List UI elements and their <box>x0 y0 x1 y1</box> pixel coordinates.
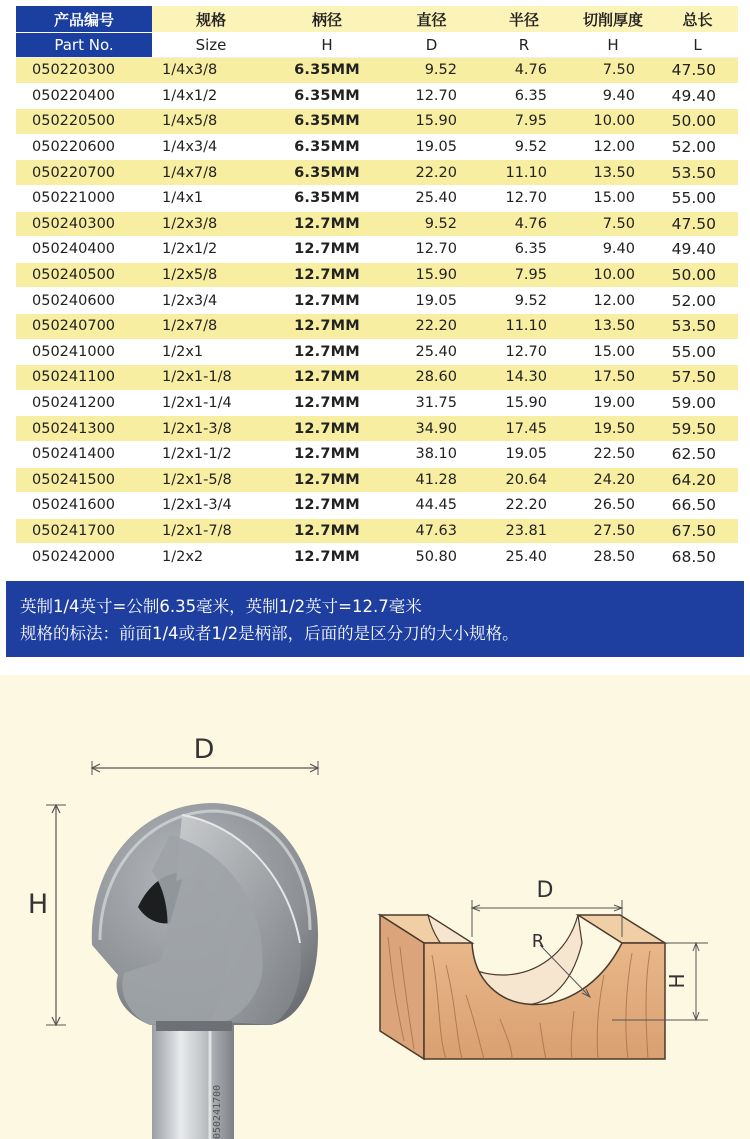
diameter-cell: 15.90 <box>384 109 479 135</box>
part-no-cell: 050220700 <box>16 160 152 186</box>
radius-cell: 25.40 <box>479 544 569 570</box>
header-cut-height-en: H <box>569 33 657 58</box>
radius-cell: 15.90 <box>479 390 569 416</box>
part-no-cell: 050241400 <box>16 441 152 467</box>
part-no-cell: 050240600 <box>16 288 152 314</box>
length-cell: 47.50 <box>657 58 738 84</box>
wood-profile-diagram <box>380 878 708 1059</box>
table-row <box>16 390 738 416</box>
radius-cell: 20.64 <box>479 467 569 493</box>
header-size-cn: 规格 <box>152 6 270 33</box>
table-row <box>16 109 738 135</box>
diameter-cell: 22.20 <box>384 313 479 339</box>
shank-cell: 12.7MM <box>270 493 384 519</box>
part-no-cell: 050241500 <box>16 467 152 493</box>
note-line-1: 英制1/4英寸=公制6.35毫米，英制1/2英寸=12.7毫米 <box>20 597 422 616</box>
radius-cell: 7.95 <box>479 262 569 288</box>
diameter-cell: 15.90 <box>384 262 479 288</box>
shank-cell: 12.7MM <box>270 416 384 442</box>
shank-cell: 12.7MM <box>270 441 384 467</box>
length-cell: 53.50 <box>657 160 738 186</box>
part-no-cell: 050240300 <box>16 211 152 237</box>
size-cell: 1/2x7/8 <box>152 313 270 339</box>
shank-cell: 6.35MM <box>270 58 384 84</box>
bit-dimension-d <box>92 734 318 775</box>
diameter-cell: 50.80 <box>384 544 479 570</box>
profile-label-h: H <box>665 973 689 989</box>
cut-height-cell: 13.50 <box>569 160 657 186</box>
header-cut-height-cn: 切削厚度 <box>569 6 657 33</box>
router-bit-image <box>92 803 318 1139</box>
radius-cell: 22.20 <box>479 493 569 519</box>
bit-label-h: H <box>27 889 49 920</box>
size-cell: 1/2x1-3/4 <box>152 493 270 519</box>
length-cell: 53.50 <box>657 313 738 339</box>
part-no-cell: 050241200 <box>16 390 152 416</box>
size-cell: 1/2x1-7/8 <box>152 518 270 544</box>
table-row <box>16 134 738 160</box>
size-cell: 1/2x3/4 <box>152 288 270 314</box>
length-cell: 55.00 <box>657 339 738 365</box>
part-no-cell: 050220500 <box>16 109 152 135</box>
spec-table <box>16 6 738 570</box>
table-row <box>16 237 738 263</box>
table-row <box>16 518 738 544</box>
table-row <box>16 416 738 442</box>
unit-note <box>6 581 744 657</box>
header-row-cn <box>16 6 738 33</box>
part-no-cell: 050240700 <box>16 313 152 339</box>
part-no-cell: 050240500 <box>16 262 152 288</box>
table-row <box>16 544 738 570</box>
size-cell: 1/4x3/4 <box>152 134 270 160</box>
part-no-cell: 050241600 <box>16 493 152 519</box>
part-no-cell: 050242000 <box>16 544 152 570</box>
size-cell: 1/2x3/8 <box>152 211 270 237</box>
length-cell: 66.50 <box>657 493 738 519</box>
cut-height-cell: 15.00 <box>569 339 657 365</box>
cut-height-cell: 19.50 <box>569 416 657 442</box>
size-cell: 1/2x1-3/8 <box>152 416 270 442</box>
header-length-cn: 总长 <box>657 6 738 33</box>
cut-height-cell: 7.50 <box>569 58 657 84</box>
shank-cell: 12.7MM <box>270 262 384 288</box>
size-cell: 1/2x1-1/4 <box>152 390 270 416</box>
diameter-cell: 12.70 <box>384 83 479 109</box>
part-no-cell: 050241700 <box>16 518 152 544</box>
shank-cell: 6.35MM <box>270 134 384 160</box>
length-cell: 52.00 <box>657 134 738 160</box>
diameter-cell: 28.60 <box>384 365 479 391</box>
diagram-panel <box>0 675 750 1139</box>
table-row <box>16 211 738 237</box>
size-cell: 1/4x5/8 <box>152 109 270 135</box>
length-cell: 50.00 <box>657 109 738 135</box>
shank-engraving: 050241700 <box>212 1084 223 1139</box>
table-row <box>16 288 738 314</box>
profile-label-d: D <box>536 878 554 903</box>
size-cell: 1/4x1 <box>152 185 270 211</box>
table-row <box>16 160 738 186</box>
radius-cell: 4.76 <box>479 58 569 84</box>
header-part-no-cn: 产品编号 <box>16 6 152 33</box>
cut-height-cell: 17.50 <box>569 365 657 391</box>
bit-dimension-h <box>28 805 66 1025</box>
radius-cell: 11.10 <box>479 160 569 186</box>
header-shank-cn: 柄径 <box>270 6 384 33</box>
radius-cell: 7.95 <box>479 109 569 135</box>
cut-height-cell: 15.00 <box>569 185 657 211</box>
table-row <box>16 493 738 519</box>
header-size-en: Size <box>152 33 270 58</box>
cut-height-cell: 24.20 <box>569 467 657 493</box>
size-cell: 1/2x1-5/8 <box>152 467 270 493</box>
cut-height-cell: 13.50 <box>569 313 657 339</box>
radius-cell: 19.05 <box>479 441 569 467</box>
shank-cell: 12.7MM <box>270 467 384 493</box>
size-cell: 1/4x7/8 <box>152 160 270 186</box>
length-cell: 52.00 <box>657 288 738 314</box>
part-no-cell: 050241100 <box>16 365 152 391</box>
size-cell: 1/4x3/8 <box>152 58 270 84</box>
cut-height-cell: 12.00 <box>569 288 657 314</box>
shank-cell: 12.7MM <box>270 339 384 365</box>
table-row <box>16 441 738 467</box>
table-row <box>16 365 738 391</box>
size-cell: 1/2x5/8 <box>152 262 270 288</box>
diameter-cell: 9.52 <box>384 211 479 237</box>
diameter-cell: 25.40 <box>384 339 479 365</box>
length-cell: 64.20 <box>657 467 738 493</box>
table-header <box>16 6 738 58</box>
radius-cell: 17.45 <box>479 416 569 442</box>
length-cell: 49.40 <box>657 83 738 109</box>
length-cell: 55.00 <box>657 185 738 211</box>
shank-cell: 6.35MM <box>270 185 384 211</box>
length-cell: 62.50 <box>657 441 738 467</box>
diameter-cell: 25.40 <box>384 185 479 211</box>
table-row <box>16 339 738 365</box>
part-no-cell: 050220600 <box>16 134 152 160</box>
shank-cell: 12.7MM <box>270 365 384 391</box>
header-shank-en: H <box>270 33 384 58</box>
radius-cell: 12.70 <box>479 339 569 365</box>
length-cell: 68.50 <box>657 544 738 570</box>
shank-cell: 12.7MM <box>270 288 384 314</box>
diameter-cell: 12.70 <box>384 237 479 263</box>
diameter-cell: 38.10 <box>384 441 479 467</box>
length-cell: 47.50 <box>657 211 738 237</box>
diameter-cell: 41.28 <box>384 467 479 493</box>
diameter-cell: 44.45 <box>384 493 479 519</box>
table-row <box>16 185 738 211</box>
part-no-cell: 050220400 <box>16 83 152 109</box>
radius-cell: 23.81 <box>479 518 569 544</box>
shank-cell: 6.35MM <box>270 160 384 186</box>
header-length-en: L <box>657 33 738 58</box>
shank-cell: 6.35MM <box>270 109 384 135</box>
profile-label-r: R <box>531 931 545 952</box>
radius-cell: 11.10 <box>479 313 569 339</box>
size-cell: 1/2x1/2 <box>152 237 270 263</box>
diameter-cell: 34.90 <box>384 416 479 442</box>
note-line-2: 规格的标法：前面1/4或者1/2是柄部，后面的是区分刀的大小规格。 <box>20 624 519 643</box>
shank-cell: 12.7MM <box>270 544 384 570</box>
diameter-cell: 31.75 <box>384 390 479 416</box>
diameter-cell: 22.20 <box>384 160 479 186</box>
cut-height-cell: 22.50 <box>569 441 657 467</box>
diagram-svg <box>0 675 750 1139</box>
header-row-en <box>16 33 738 58</box>
radius-cell: 9.52 <box>479 134 569 160</box>
diameter-cell: 19.05 <box>384 288 479 314</box>
part-no-cell: 050241000 <box>16 339 152 365</box>
cut-height-cell: 26.50 <box>569 493 657 519</box>
bit-label-d: D <box>193 734 215 765</box>
radius-cell: 14.30 <box>479 365 569 391</box>
radius-cell: 12.70 <box>479 185 569 211</box>
table-row <box>16 83 738 109</box>
cut-height-cell: 28.50 <box>569 544 657 570</box>
shank-cell: 6.35MM <box>270 83 384 109</box>
header-radius-en: R <box>479 33 569 58</box>
size-cell: 1/2x1 <box>152 339 270 365</box>
length-cell: 57.50 <box>657 365 738 391</box>
size-cell: 1/2x1-1/8 <box>152 365 270 391</box>
length-cell: 59.50 <box>657 416 738 442</box>
table-row <box>16 58 738 84</box>
diameter-cell: 9.52 <box>384 58 479 84</box>
radius-cell: 9.52 <box>479 288 569 314</box>
shank-cell: 12.7MM <box>270 211 384 237</box>
size-cell: 1/2x2 <box>152 544 270 570</box>
cut-height-cell: 19.00 <box>569 390 657 416</box>
header-radius-cn: 半径 <box>479 6 569 33</box>
radius-cell: 6.35 <box>479 237 569 263</box>
table-body <box>16 58 738 570</box>
size-cell: 1/4x1/2 <box>152 83 270 109</box>
size-cell: 1/2x1-1/2 <box>152 441 270 467</box>
cut-height-cell: 10.00 <box>569 109 657 135</box>
cut-height-cell: 27.50 <box>569 518 657 544</box>
diameter-cell: 19.05 <box>384 134 479 160</box>
radius-cell: 4.76 <box>479 211 569 237</box>
cut-height-cell: 9.40 <box>569 83 657 109</box>
cut-height-cell: 12.00 <box>569 134 657 160</box>
table-row <box>16 467 738 493</box>
cut-height-cell: 10.00 <box>569 262 657 288</box>
shank-cell: 12.7MM <box>270 518 384 544</box>
shank-cell: 12.7MM <box>270 313 384 339</box>
length-cell: 49.40 <box>657 237 738 263</box>
length-cell: 50.00 <box>657 262 738 288</box>
part-no-cell: 050241300 <box>16 416 152 442</box>
part-no-cell: 050220300 <box>16 58 152 84</box>
part-no-cell: 050221000 <box>16 185 152 211</box>
table-row <box>16 313 738 339</box>
length-cell: 67.50 <box>657 518 738 544</box>
cut-height-cell: 7.50 <box>569 211 657 237</box>
radius-cell: 6.35 <box>479 83 569 109</box>
table-row <box>16 262 738 288</box>
length-cell: 59.00 <box>657 390 738 416</box>
header-part-no-en: Part No. <box>16 33 152 58</box>
cut-height-cell: 9.40 <box>569 237 657 263</box>
header-diameter-cn: 直径 <box>384 6 479 33</box>
shank-cell: 12.7MM <box>270 390 384 416</box>
diameter-cell: 47.63 <box>384 518 479 544</box>
shank-cell: 12.7MM <box>270 237 384 263</box>
header-diameter-en: D <box>384 33 479 58</box>
part-no-cell: 050240400 <box>16 237 152 263</box>
